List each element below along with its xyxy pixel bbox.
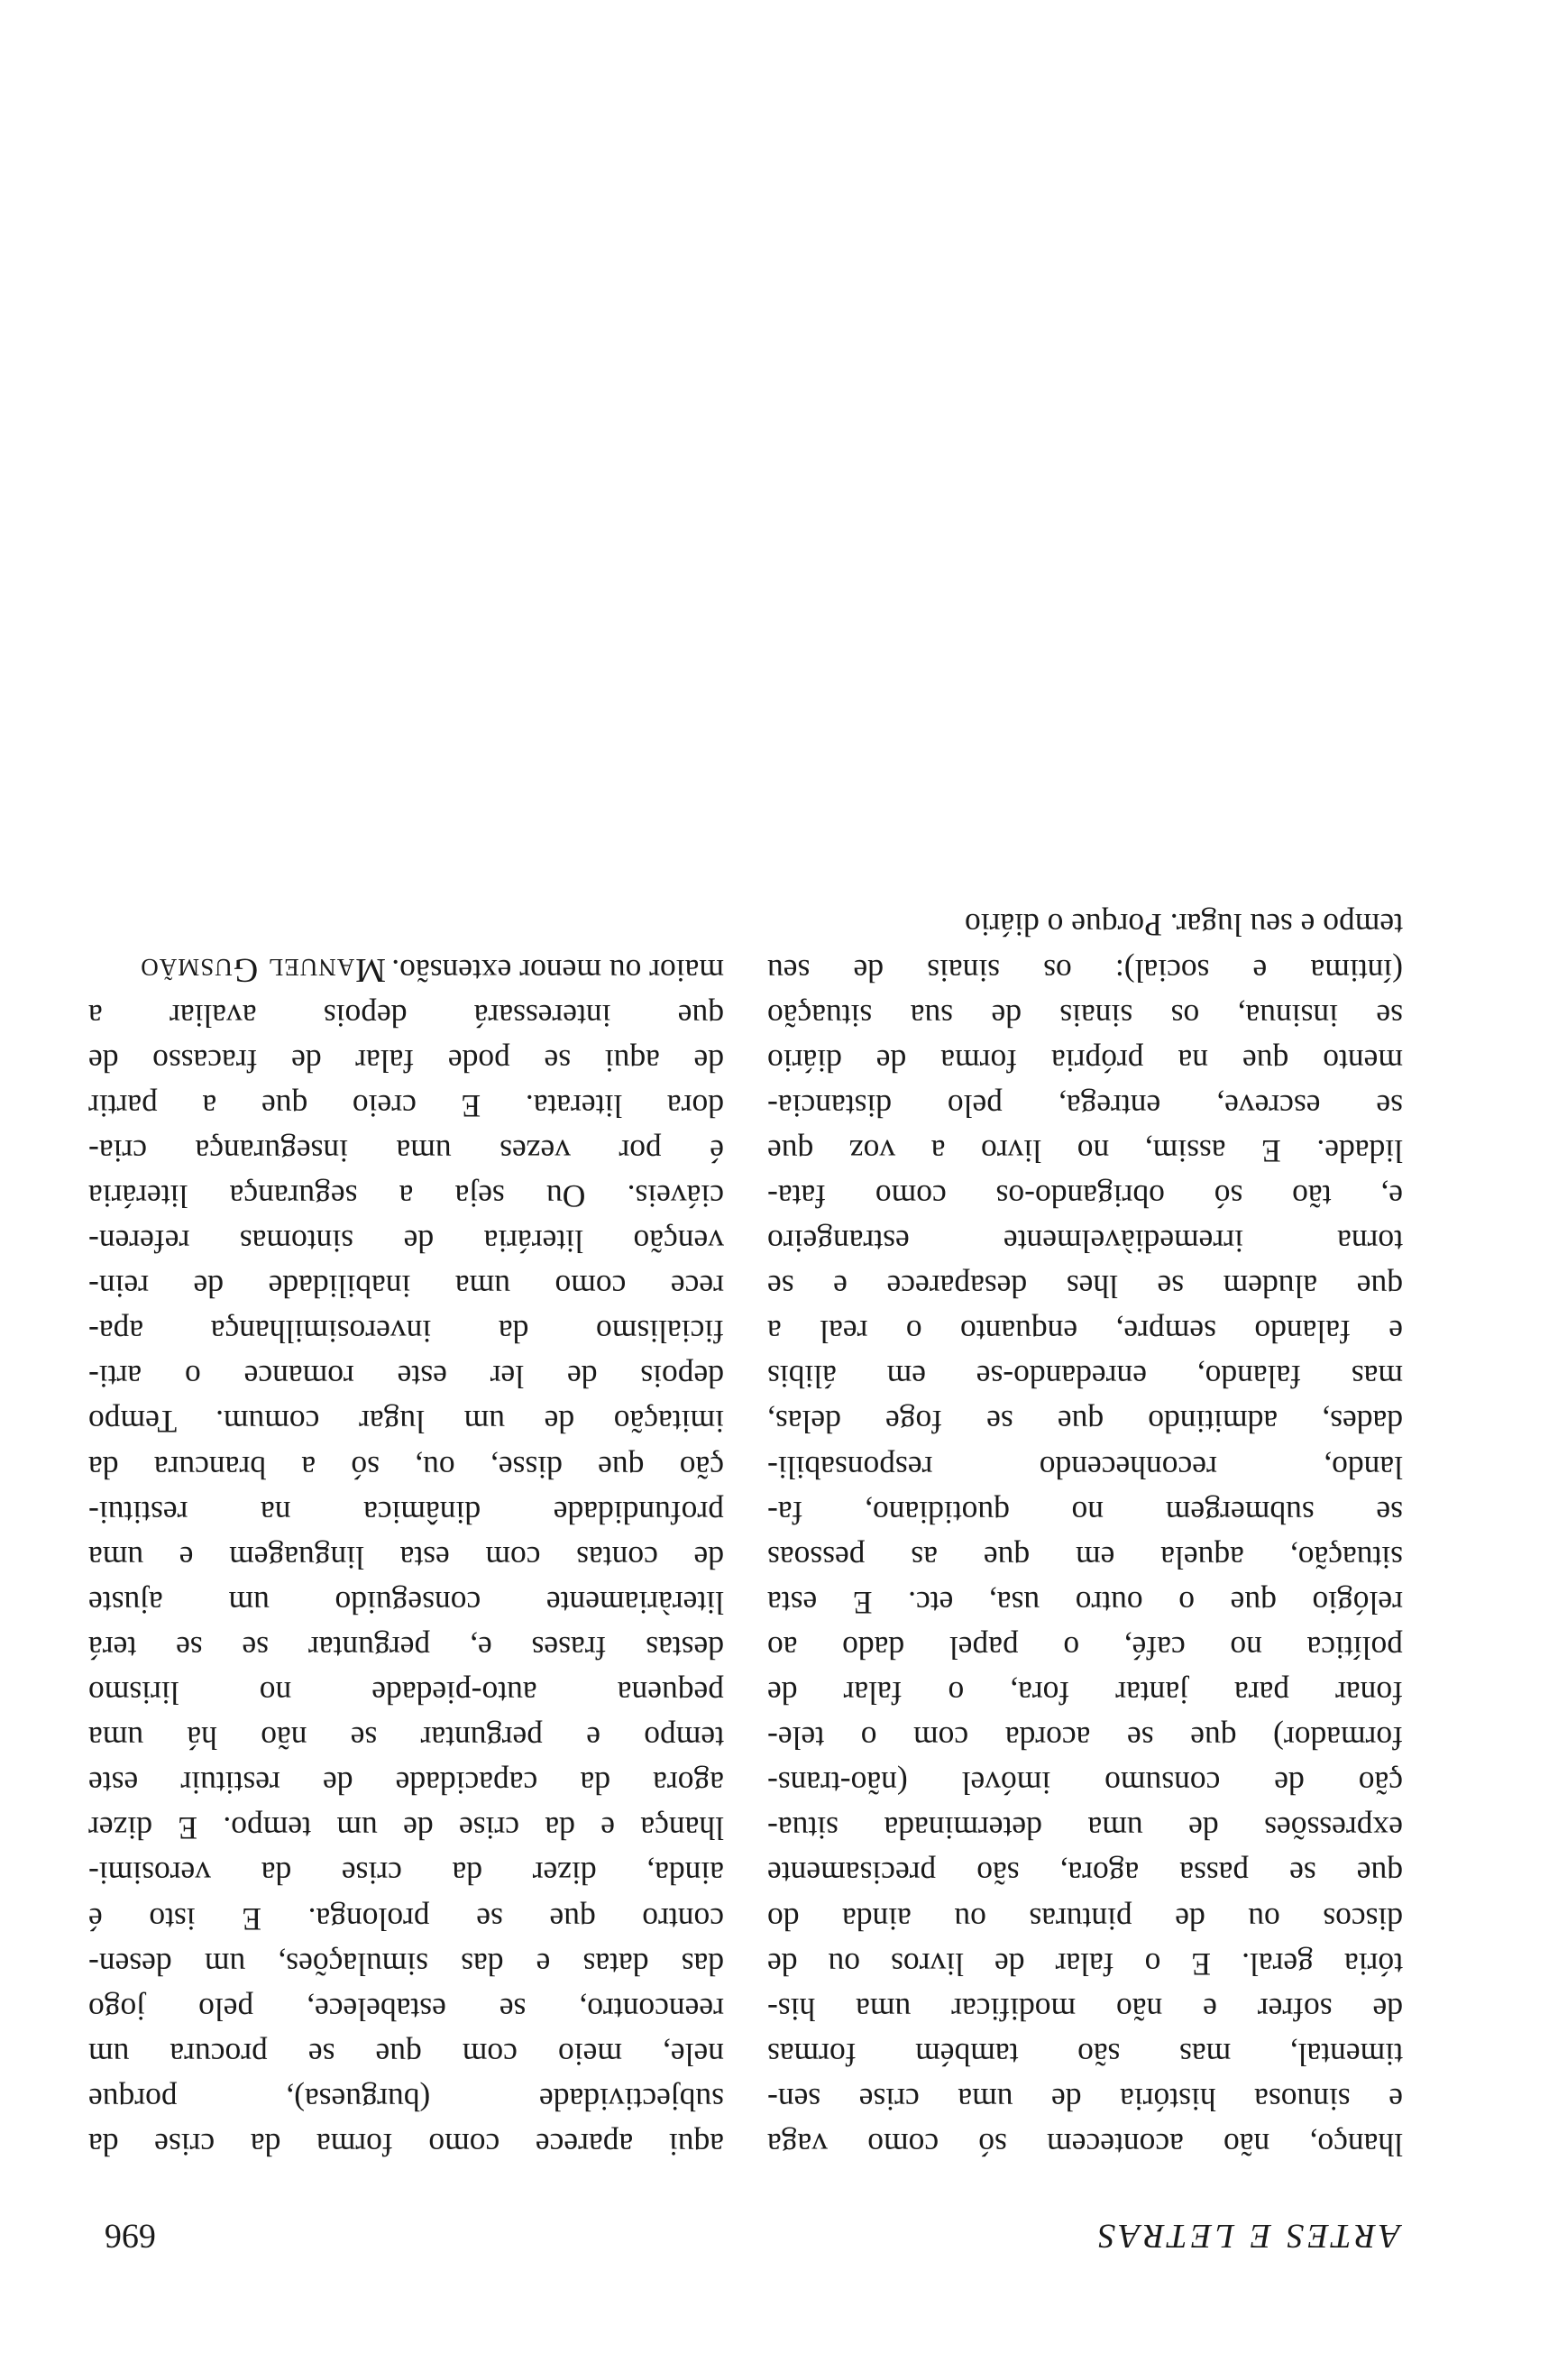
text-line: lhança e da crise de um tempo. E dizer: [88, 1810, 724, 1847]
text-line: timental, mas são também formas: [767, 2036, 1403, 2073]
text-line: é por vezes uma insegurança cria-: [88, 1132, 724, 1169]
text-line: se submergem no quotidiano, fa-: [767, 1494, 1403, 1531]
text-line: e, tão só obrigando-os como fata-: [767, 1178, 1403, 1215]
text-line: reencontro, se estabelece, pelo jogo: [88, 1991, 724, 2028]
text-line: situação, aquela em que as pessoas: [767, 1539, 1403, 1576]
text-line: se escreve, entrega, pelo distancia-: [767, 1087, 1403, 1124]
text-line: formador) que se acorda com o tele-: [767, 1720, 1403, 1757]
text-line: tempo e perguntar se não há uma: [88, 1720, 724, 1757]
text-line: ção que disse, ou, só a brancura da: [88, 1449, 724, 1486]
text-line: e falando sempre, enquanto o real a: [767, 1314, 1403, 1350]
text-column-left: [767, 902, 1403, 2167]
text-line: nele, meio com que se procura um: [88, 2036, 724, 2073]
text-line: de sofrer e não modificar uma his-: [767, 1991, 1403, 2028]
text-line: venção literária de sintomas referen-: [88, 1223, 724, 1260]
text-line: aqui aparece como forma da crise da: [88, 2127, 724, 2163]
text-column-right: [88, 947, 724, 2167]
text-line: literàriamente conseguido um ajuste: [88, 1584, 724, 1621]
text-line: dora literata. E creio que a partir: [88, 1087, 724, 1124]
text-line: contro que se prolonga. E isto é: [88, 1900, 724, 1937]
text-line: mento que na própria forma de diário: [767, 1042, 1403, 1079]
text-line: pequena auto-piedade no lirismo: [88, 1675, 724, 1712]
text-line: que aludem se lhes desaparece e se: [767, 1268, 1403, 1305]
page-number: 696: [105, 2217, 156, 2255]
text-line: destas frases e, perguntar se se terá: [88, 1629, 724, 1666]
text-line: rece como uma inabilidade de rein-: [88, 1268, 724, 1305]
text-line: maior ou menor extensão.: [391, 952, 724, 989]
text-line: depois de ler este romance o arti-: [88, 1359, 724, 1396]
text-line: das datas e das simulações, um desen-: [88, 1945, 724, 1982]
text-line: torna irremediàvelmente estrangeiro: [767, 1223, 1403, 1260]
text-line: subjectividade (burguesa), porque: [88, 2081, 724, 2118]
text-line: relógio que o outro usa, etc. E esta: [767, 1584, 1403, 1621]
text-line: dades, admitindo que se foge delas,: [767, 1404, 1403, 1441]
text-line: lhanço, não acontecem só como vaga: [767, 2127, 1403, 2163]
text-line: tória geral. E o falar de livros ou de: [767, 1945, 1403, 1982]
text-line: profundidade dinâmica na restitui-: [88, 1494, 724, 1531]
text-line: que interessará depois avaliar a: [88, 997, 724, 1034]
text-line: mas falando, enredando-se em álibis: [767, 1359, 1403, 1396]
text-line: se insinua, os sinais de sua situação: [767, 997, 1403, 1034]
text-line: discos ou de pinturas ou ainda do: [767, 1900, 1403, 1937]
text-line: expressões de uma determinada situa-: [767, 1810, 1403, 1847]
text-line: política no café, o papel dado ao: [767, 1629, 1403, 1666]
text-line: ficialismo da inverosimilhança apa-: [88, 1314, 724, 1350]
text-line: agora da capacidade de restituir este: [88, 1765, 724, 1802]
text-line: lando, reconhecendo responsabili-: [767, 1449, 1403, 1486]
text-line: e sinuosa história de uma crise sen-: [767, 2081, 1403, 2118]
text-line: ciáveis. Ou seja a segurança literária: [88, 1178, 724, 1215]
text-line: de aqui se pode falar de fracasso de: [88, 1042, 724, 1079]
author-signature: Manuel Gusmão: [140, 951, 386, 989]
text-line: fonar para jantar fora, o falar de: [767, 1675, 1403, 1712]
page-header: [0, 2211, 1558, 2256]
text-line: ção de consumo imóvel (não-trans-: [767, 1765, 1403, 1802]
text-line: que se passa agora, são precisamente: [767, 1855, 1403, 1892]
text-line: ainda, dizer da crise da verosimi-: [88, 1855, 724, 1892]
text-line: lidade. E assim, no livro a voz que: [767, 1132, 1403, 1169]
text-line: tempo e seu lugar. Porque o diário: [964, 907, 1403, 944]
text-line: imitação de um lugar comum. Tempo: [88, 1404, 724, 1441]
running-head: ARTES E LETRAS: [1095, 2217, 1400, 2255]
text-line: de contas com esta linguagem e uma: [88, 1539, 724, 1576]
text-line: (íntima e social): os sinais de seu: [767, 952, 1403, 989]
